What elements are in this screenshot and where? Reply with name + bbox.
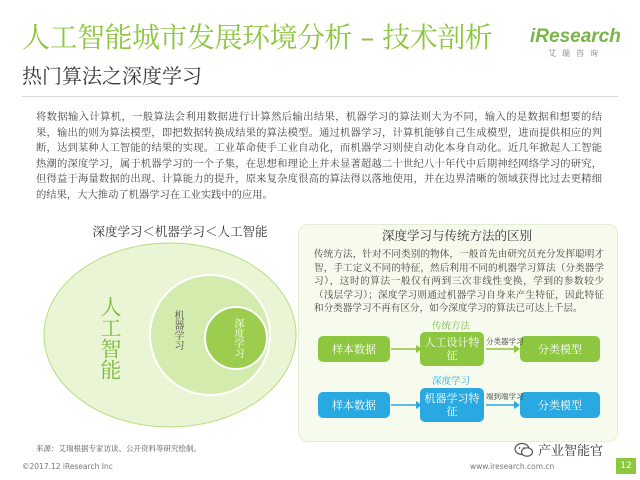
flow-arrows (298, 318, 616, 438)
header-divider (22, 96, 618, 97)
venn-title: 深度学习＜机器学习＜人工智能 (92, 224, 268, 239)
traditional-arrow-label: 分类器学习 (486, 337, 524, 346)
wechat-watermark (514, 440, 603, 459)
deep-arrow-1-head (416, 401, 422, 409)
page-title: 人工智能城市发展环境分析 – 技术剖析 (22, 21, 493, 54)
page-subtitle: 热门算法之深度学习 (22, 64, 202, 88)
deep-arrow-label: 端到端学习 (486, 392, 524, 401)
logo-text: iResearch (530, 26, 621, 47)
venn-outer-label: 人工智能 (98, 296, 122, 380)
website-link[interactable]: www.iresearch.com.cn (470, 462, 555, 471)
traditional-label: 传统方法 (432, 321, 471, 332)
deep-classifier-model: 分类模型 (520, 392, 600, 418)
wechat-icon (514, 442, 534, 458)
traditional-arrow-1-head (416, 345, 422, 353)
deep-sample-data: 样本数据 (318, 392, 390, 418)
deep-machine-features: 机器学习特征 (420, 388, 484, 422)
comparison-title: 深度学习与传统方法的区别 (381, 228, 532, 243)
logo-subtext: 艾瑞咨询 (548, 49, 604, 58)
wechat-account-name: 产业智能官 (538, 444, 604, 459)
traditional-classifier-model: 分类模型 (520, 336, 600, 362)
deep-learning-label: 深度学习 (432, 376, 471, 387)
intro-paragraph: 将数据输入计算机，一般算法会利用数据进行计算然后输出结果，机器学习的算法则大为不同，输入的是数据和想要的结果，输出的则为算法模型，即把数据转换成结果的算法模型。通过机器学习，计算机能够自己生成模型，进而提供相应的判断，达到某种人工智能的结果的实现。工业革命使手工业自动化，而机器学习则使自动化本身自动化。近几年掀起人工智能热潮的深度学习，属于机器学习的一个子集，在思想和理论上并未显著超越二十世纪八十年代中后期神经网络学习的研究，但得益于海量数据的出现、计算能力的提升，原来复杂度很高的算法得以落地使用，并在边界清晰的领域获得比过去更精细的结果，大大推动了机器学习在工业实践中的应用。 (36, 111, 602, 201)
venn-middle-label: 机器学习 (172, 310, 183, 350)
comparison-description: 传统方法，针对不同类别的物体，一般首先由研究员充分发挥聪明才智，手工定义不同的特征，然后利用不同的机器学习算法（分类器学习），这时的算法一般仅有两到三次非线性变换，学到的参数较少（浅层学习）；深度学习则通过机器学习自身来产生特征，因此特征和分类器学习不再有区分，如今深度学习的算法已可达上千层。 (314, 249, 604, 315)
traditional-arrow-2-head (514, 345, 520, 353)
iresearch-logo (530, 26, 626, 72)
traditional-manual-features: 人工设计特征 (420, 332, 484, 366)
traditional-sample-data: 样本数据 (318, 336, 390, 362)
deep-arrow-2-head (514, 401, 520, 409)
copyright: ©2017.12 iResearch Inc (22, 462, 113, 471)
page-number: 12 (616, 458, 636, 474)
venn-inner-label: 深度学习 (232, 318, 243, 358)
source-note: 来源：艾瑞根据专家访谈、公开资料等研究绘制。 (36, 444, 201, 453)
